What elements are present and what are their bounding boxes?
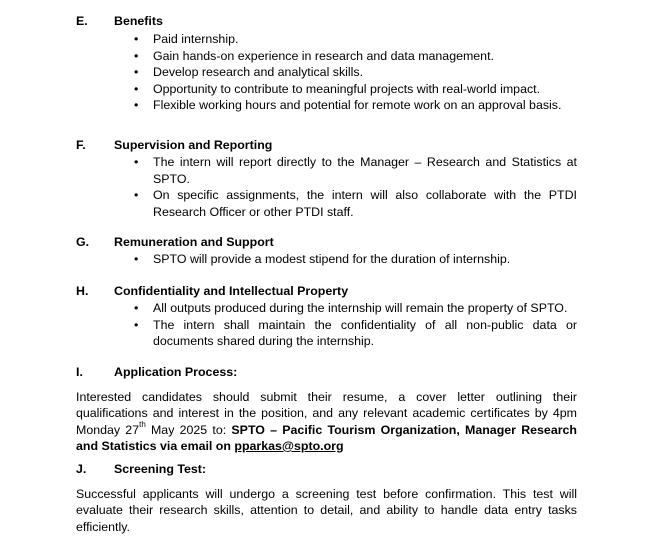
bullet-icon: • (134, 65, 139, 80)
bullet-icon: • (134, 32, 139, 46)
list-item-text: All outputs produced during the internship will remain the property of SPTO. (153, 301, 568, 315)
section-title: Application Process: (114, 365, 238, 379)
section-title: Remuneration and Support (114, 235, 274, 249)
section-letter: H. (76, 284, 89, 298)
list-item-text: Develop research and analytical skills. (153, 65, 364, 80)
list-item (132, 300, 577, 317)
benefits-list (132, 31, 577, 114)
section-title: Confidentiality and Intellectual Property (114, 284, 349, 298)
list-item (132, 251, 577, 268)
list-item (132, 31, 577, 48)
section-letter: F. (76, 138, 86, 152)
bullet-icon: • (134, 317, 139, 332)
list-item-text: The intern will report directly to the Manager – Research and Statistics at SPTO. (153, 155, 577, 186)
section-letter: I. (76, 365, 83, 379)
section-title: Benefits (114, 14, 163, 28)
list-item (132, 48, 577, 65)
list-item-text: Flexible working hours and potential for remote work on an approval basis. (153, 98, 562, 113)
list-item-text: Paid internship. (153, 32, 239, 46)
supervision-list (132, 154, 577, 220)
date-ordinal-suffix: th (139, 419, 146, 429)
bullet-icon: • (134, 81, 139, 96)
list-item (132, 97, 577, 114)
section-heading-application (76, 365, 237, 379)
section-letter: E. (76, 14, 88, 28)
bullet-icon: • (134, 188, 139, 203)
section-heading-supervision (76, 138, 272, 152)
bullet-icon: • (134, 98, 139, 113)
section-title: Supervision and Reporting (114, 138, 273, 152)
section-letter: J. (76, 462, 87, 476)
list-item (132, 187, 577, 220)
section-heading-benefits (76, 14, 163, 28)
application-text-continued: May 2025 to: (145, 422, 232, 437)
application-contact-text: SPTO – Pacific Tourism Organization, Manager Research and Statistics via email on (76, 422, 577, 453)
section-heading-screening (76, 462, 206, 476)
section-title: Screening Test: (114, 462, 207, 476)
section-heading-confidentiality (76, 284, 348, 298)
list-item-text: SPTO will provide a modest stipend for the duration of internship. (153, 252, 511, 266)
remuneration-list (132, 251, 577, 268)
screening-paragraph (76, 486, 577, 535)
list-item (132, 317, 577, 350)
confidentiality-list (132, 300, 577, 350)
application-text: Interested candidates should submit their resume, a cover letter outlining their qualifications and interest in the position, and any relevant academic certificates by 4pm Monday 27 (76, 390, 577, 437)
list-item-text: Gain hands-on experience in research and data management. (153, 48, 494, 63)
list-item-text: Opportunity to contribute to meaningful projects with real-world impact. (153, 81, 541, 96)
screening-text: Successful applicants will undergo a screening test before confirmation. This test will evaluate their research skills, attention to detail, and ability to handle data entry tasks efficiently. (76, 487, 577, 534)
list-item (132, 154, 577, 187)
list-item-text: On specific assignments, the intern will also collaborate with the PTDI Research Officer or other PTDI staff. (153, 188, 577, 219)
bullet-icon: • (134, 252, 139, 266)
list-item (132, 81, 577, 98)
bullet-icon: • (134, 301, 139, 315)
bullet-icon: • (134, 155, 139, 169)
bullet-icon: • (134, 48, 139, 63)
email-link[interactable]: pparkas@spto.org (234, 438, 344, 453)
section-letter: G. (76, 235, 90, 249)
list-item (132, 64, 577, 81)
section-heading-remuneration (76, 235, 274, 249)
application-paragraph (76, 389, 577, 454)
list-item-text: The intern shall maintain the confidentiality of all non-public data or documents shared during the internship. (153, 317, 577, 349)
